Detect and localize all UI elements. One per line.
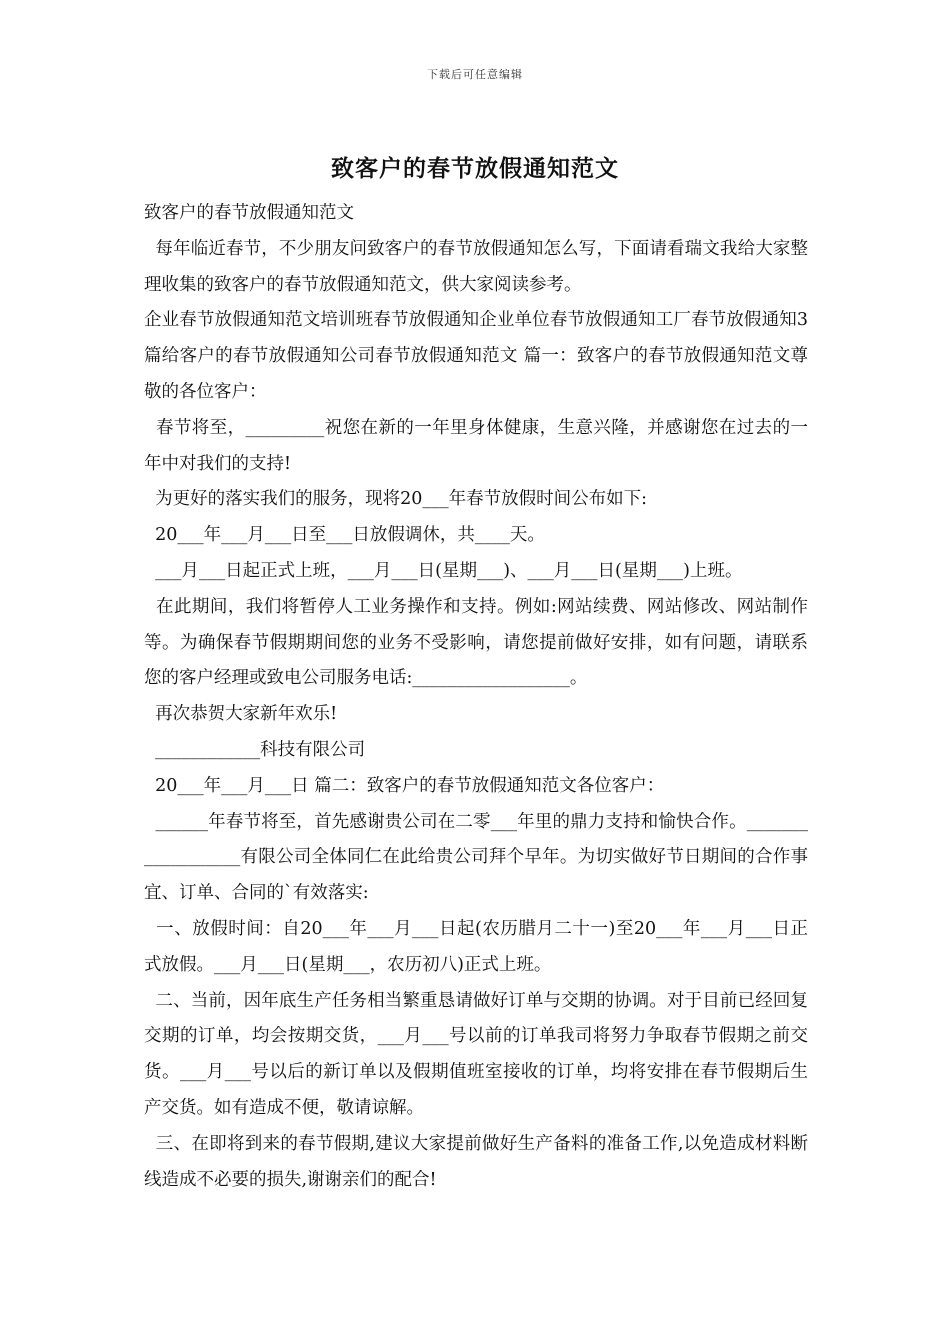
paragraph-work-resume: ___月___日起正式上班，___月___日(星期___)、___月___日(星期___)上班。	[144, 560, 743, 581]
paragraph-item-two: 二、当前，因年底生产任务相当繁重恳请做好订单与交期的协调。对于目前已经回复交期的订单，均会按期交货，___月___号以前的订单我司将努力争取春节假期之前交货。___月___号以后的新订单以及假期值班室接收的订单，均将安排在春节假期后生产交货。如有造成不便，敬请谅解。	[144, 990, 808, 1118]
paragraph-announcement: 为更好的落实我们的服务，现将20___年春节放假时间公布如下:	[144, 489, 648, 510]
paragraph-intro: 每年临近春节，不少朋友问致客户的春节放假通知怎么写，下面请看瑞文我给大家整理收集的致客户的春节放假通知范文，供大家阅读参考。	[144, 238, 808, 295]
paragraph-greeting: 春节将至，_________祝您在新的一年里身体健康，生意兴隆，并感谢您在过去的一年中对我们的支持!	[144, 417, 808, 474]
paragraph-related-links: 企业春节放假通知范文培训班春节放假通知企业单位春节放假通知工厂春节放假通知3篇给客户的春节放假通知公司春节放假通知范文 篇一：致客户的春节放假通知范文尊敬的各位客户：	[144, 310, 808, 402]
paragraph-subtitle: 致客户的春节放假通知范文	[144, 203, 354, 223]
paragraph-date-part-two: 20___年___月___日 篇二：致客户的春节放假通知范文各位客户：	[144, 775, 665, 796]
paragraph-service-notice: 在此期间，我们将暂停人工业务操作和支持。例如:网站续费、网站修改、网站制作等。为确保春节假期期间您的业务不受影响，请您提前做好安排，如有问题，请联系您的客户经理或致电公司服务电话:__________________。	[144, 596, 808, 689]
paragraph-item-one: 一、放假时间：自20___年___月___日起(农历腊月二十一)至20___年___月___日正式放假。___月___日(星期___，农历初八)正式上班。	[144, 918, 808, 975]
paragraph-thanks: ______年春节将至，首先感谢贵公司在二零___年里的鼎力支持和愉快合作。__________________有限公司全体同仁在此给贵公司拜个早年。为切实做好节日期间的合作事宜、订单、合同的`有效落实:	[144, 811, 808, 904]
document-body	[144, 196, 808, 1198]
paragraph-company-signature: ____________科技有限公司	[144, 739, 366, 760]
document-title: 致客户的春节放假通知范文	[331, 155, 619, 182]
paragraph-item-three: 三、在即将到来的春节假期,建议大家提前做好生产备料的准备工作,以免造成材料断线造成不必要的损失,谢谢亲们的配合!	[144, 1133, 808, 1190]
paragraph-new-year-wishes: 再次恭贺大家新年欢乐!	[144, 704, 338, 725]
paragraph-holiday-dates: 20___年___月___日至___日放假调休，共____天。	[144, 525, 545, 546]
header-note: 下载后可任意编辑	[427, 68, 523, 81]
